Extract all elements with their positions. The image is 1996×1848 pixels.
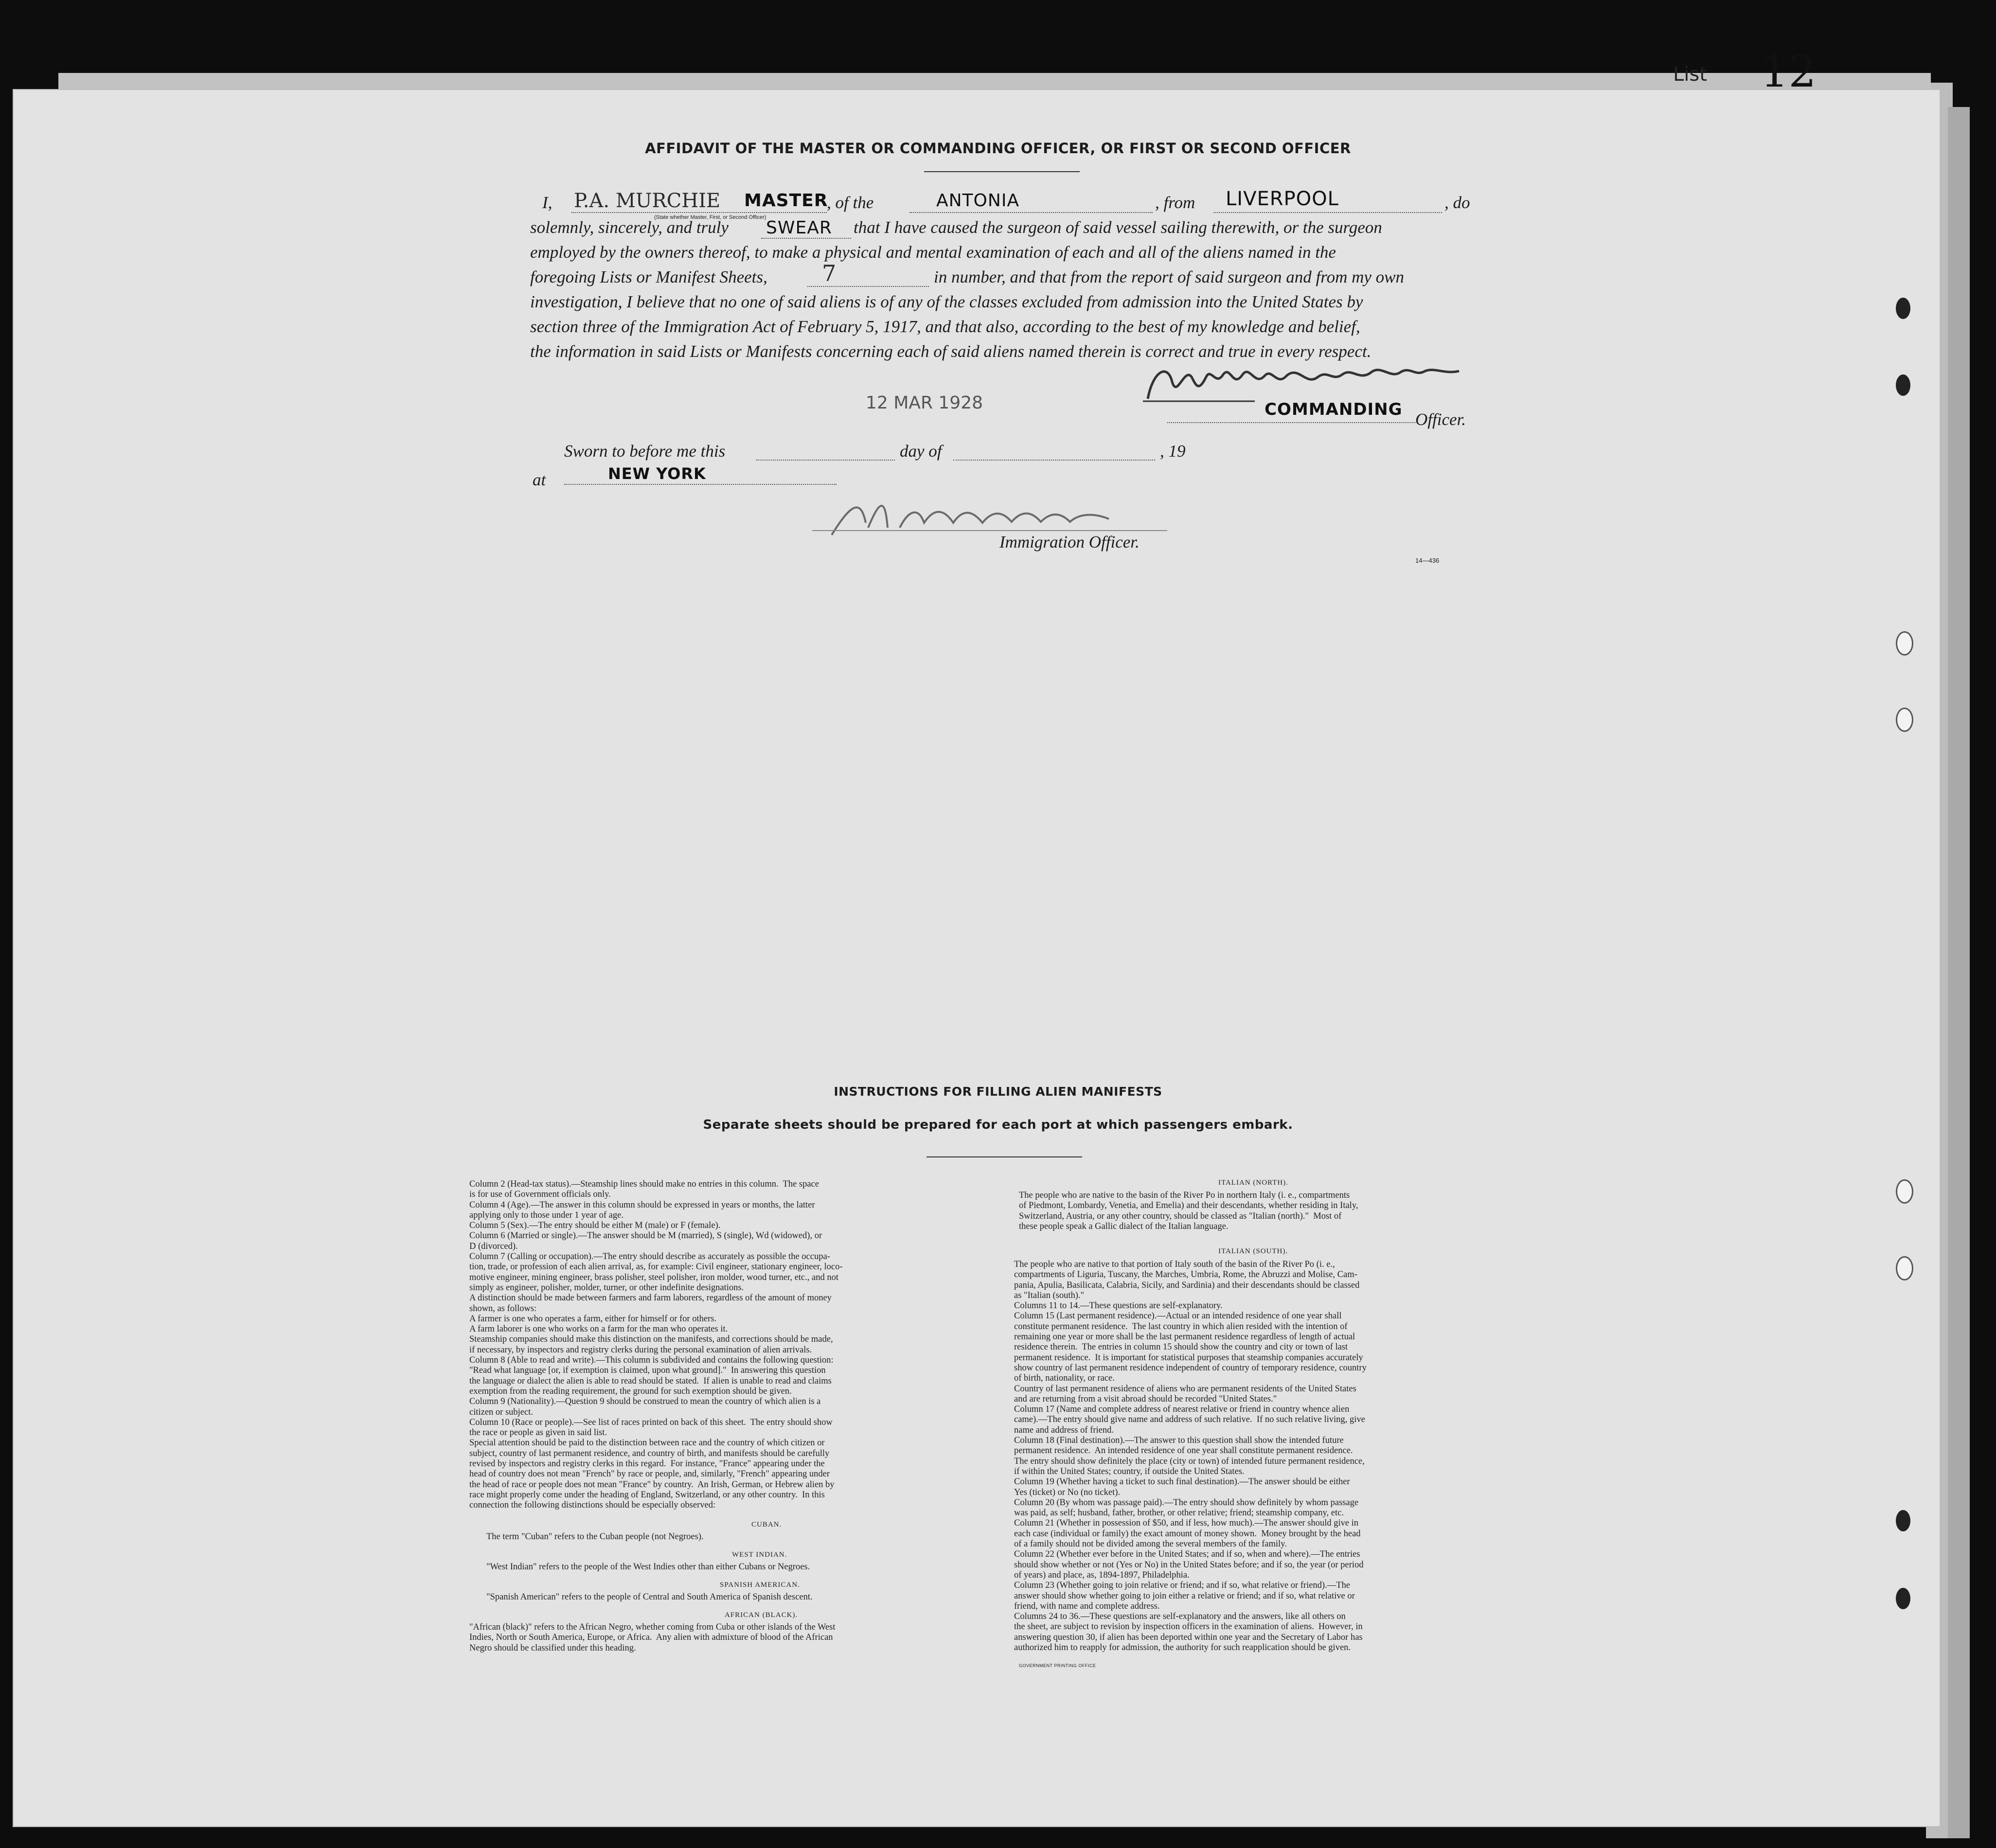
binder-hole (1896, 708, 1913, 732)
sheet-edge (1948, 107, 1970, 1838)
binder-hole (1896, 298, 1910, 319)
spanish-american-text: "Spanish American" refers to the people of Central and South America of Spanish descent. (486, 1592, 813, 1602)
of-the-label: , of the (827, 193, 874, 212)
year-label: , 19 (1160, 442, 1186, 461)
master-name: P.A. MURCHIE (574, 190, 721, 212)
affidavit-line-5: investigation, I believe that no one of said aliens is of any of the classes excluded from admission into the United States by (530, 292, 1363, 311)
instructions-subtitle: Separate sheets should be prepared for each port at which passengers embark. (703, 1118, 1293, 1132)
binder-hole (1896, 1256, 1913, 1280)
african-text: "African (black)" refers to the African Negro, whether coming from Cuba or other islands of the West Indies, North or South America, Europe, or Africa. Any alien with admixture of blood of the African Negro should be classified under this heading. (469, 1622, 836, 1653)
officer-label: Officer. (1415, 410, 1466, 429)
from-label: , from (1155, 193, 1195, 212)
affidavit-line-6: section three of the Immigration Act of February 5, 1917, and that also, according to the best of my knowledge and belief, (530, 317, 1360, 336)
affidavit-line-4b: in number, and that from the report of said surgeon and from my own (934, 267, 1405, 286)
cuban-heading: CUBAN. (751, 1521, 782, 1528)
italian-south-heading: ITALIAN (SOUTH). (1218, 1247, 1288, 1255)
count-line (807, 286, 929, 287)
immigration-officer-label: Immigration Officer. (999, 533, 1140, 551)
binder-hole (1896, 631, 1913, 656)
binder-hole (1896, 1588, 1910, 1609)
name-line (571, 212, 827, 213)
title-rule (924, 171, 1080, 172)
italian-north-text: The people who are native to the basin of the River Po in northern Italy (i. e., compartments of Piedmont, Lombardy, Venetia, and Emelia) and their descendants, whether residing in Italy, Switzerland, Austria, or any other country, should be classed as "Italian (north)." Most of these people speak a Gallic dialect of the Italian language. (1019, 1191, 1358, 1231)
sworn-day-line (756, 460, 895, 461)
italian-south-text: The people who are native to that portion of Italy south of the basin of the River Po (i. e., compartments of Liguria, Tuscany, the Marches, Umbria, Rome, the Abruzzi and Molise, Cam- pania, Apulia, Basilicata, Calabria, Sicily, and Sardinia) and their descendants should be classed as "Italian (south)." Columns 11 to 14.—These questions are self-explanatory. Column 15 (Last permanent residence).—Actual or an intended residence of one year shall constitute permanent residence. The last country in which alien resided with the intention of remaining one year or more shall be the last permanent residence regardless of length of actual residence therein. The entries in column 15 should show the country and city or town of last permanent residence. It is important for statistical purposes that steamship companies accurately show country of last permanent residence independent of country of temporary residence, country of birth, nationality, or race. Country of last permanent residence of aliens who are permanent residents of the United States and are returning from a visit abroad should be recorded "United States." Column 17 (Name and complete address of nearest relative or friend in country whence alien came).—The entry should give name and address of such relative. If no such relative living, give name and address of friend. Column 18 (Final destination).—The answer to this question shall show the intended future permanent residence. An intended residence of one year shall constitute permanent residence. The entry should show definitely the place (city or town) of intended future permanent residence, if within the United States; country, if outside the United States. Column 19 (Whether having a ticket to such final destination).—The answer should be either Yes (ticket) or No (no ticket). Column 20 (By whom was passage paid).—The entry should show definitely by whom passage was paid, as self; husband, father, brother, or other relative; friend; steamship company, etc. Column 21 (Whether in possession of $50, and if less, how much).—The answer should give in each case (individual or family) the exact amount of money shown. Money brought by the head of a family should not be divided among the several members of the family. Column 22 (Whether ever before in the United States; and if so, when and where).—The entries should show whether or not (Yes or No) in the United States before; and if so, the year (or period of years) and place, as, 1894-1897, Philadelphia. Column 23 (Whether going to join relative or friend; and if so, what relative or friend).—The answer should show whether going to join either a relative or friend; and if so, what relative or friend, with name and complete address. Columns 24 to 36.—These questions are self-explanatory and the answers, like all others on the sheet, are subject to revision by inspection officers in the examination of aliens. However, in answering question 30, if alien has been deported within one year and the Secretary of Labor has authorized him to reapply for admission, the authority for such reapplication should be given. (1014, 1260, 1367, 1653)
oath-line (761, 238, 851, 239)
port-line (1213, 212, 1442, 213)
italian-north-heading: ITALIAN (NORTH). (1218, 1179, 1288, 1187)
oath-word: SWEAR (766, 218, 832, 238)
west-indian-heading: WEST INDIAN. (732, 1551, 787, 1559)
form-number: 14—436 (1415, 557, 1440, 564)
affidavit-line-3: employed by the owners thereof, to make a physical and mental examination of each and all of the aliens named in the (530, 243, 1336, 262)
place-line (564, 484, 837, 485)
officer-rank: COMMANDING (1265, 400, 1403, 419)
spanish-american-heading: SPANISH AMERICAN. (720, 1581, 800, 1589)
affidavit-line-7: the information in said Lists or Manifests concerning each of said aliens named therein is correct and true in every respect. (530, 342, 1372, 361)
african-heading: AFRICAN (BLACK). (725, 1611, 798, 1619)
day-of-label: day of (900, 442, 942, 461)
instructions-rule (927, 1156, 1082, 1157)
master-rank: MASTER (744, 191, 828, 211)
affidavit-title: AFFIDAVIT OF THE MASTER OR COMMANDING OFFICER, OR FIRST OR SECOND OFFICER (645, 140, 1351, 157)
do-label: , do (1444, 193, 1470, 212)
affidavit-line-4a: foregoing Lists or Manifest Sheets, (530, 267, 767, 286)
officer-line (1167, 422, 1415, 423)
sworn-month-line (953, 460, 1155, 461)
sworn-label: Sworn to before me this (564, 442, 726, 461)
vessel-name: ANTONIA (936, 191, 1020, 211)
affidavit-line-2b: that I have caused the surgeon of said vessel sailing therewith, or the surgeon (854, 218, 1382, 237)
date-stamp: 12 MAR 1928 (866, 393, 983, 413)
printer-imprint: GOVERNMENT PRINTING OFFICE (1019, 1663, 1096, 1668)
list-number: 12 (1761, 46, 1817, 97)
instructions-left-column: Column 2 (Head-tax status).—Steamship lines should make no entries in this column. The space is for use of Government officials only. Column 4 (Age).—The answer in this column should be expressed in years or months, the latter applying only to those under 1 year of age. Column 5 (Sex).—The entry should be either M (male) or F (female). Column 6 (Married or single).—The answer should be M (married), S (single), Wd (widowed), or D (divorced). Column 7 (Calling or occupation).—The entry should describe as accurately as possible the occupa- tion, trade, or profession of each alien arrival, as, for example: Civil engineer, stationary engineer, loco- motive engineer, mining engineer, brass polisher, steel polisher, iron molder, wood turner, etc., and not simply as engineer, polisher, molder, turner, or other indefinite designations. A distinction should be made between farmers and farm laborers, regardless of the amount of money shown, as follows: A farmer is one who operates a farm, either for himself or for others. A farm laborer is one who works on a farm for the man who operates it. Steamship companies should make this distinction on the manifests, and corrections should be made, if necessary, by inspectors and registry clerks during the personal examination of alien arrivals. Column 8 (Able to read and write).—This column is subdivided and contains the following question: "Read what language [or, if exemption is claimed, upon what ground]." In answering this question the language or dialect the alien is able to read should be stated. If alien is unable to read and claims exemption from the reading requirement, the ground for such exemption should be given. Column 9 (Nationality).—Question 9 should be construed to mean the country of which alien is a citizen or subject. Column 10 (Race or people).—See list of races printed on back of this sheet. The entry should show the race or people as given in said list. Special attention should be paid to the distinction between race and the country of which citizen or subject, country of last permanent residence, and country of birth, and manifests should be carefully revised by inspectors and registry clerks in this regard. For instance, "France" appearing under the head of country does not mean "French" by race or people, and, similarly, "French" appearing under the head of race or people does not mean "France" by country. An Irish, German, or Hebrew alien by race might properly come under the heading of England, Switzerland, or any other country. In this connection the following distinctions should be especially observed: (469, 1179, 843, 1510)
cuban-text: The term "Cuban" refers to the Cuban people (not Negroes). (486, 1532, 704, 1542)
list-label: List (1673, 63, 1707, 86)
binder-hole (1896, 1179, 1913, 1204)
rank-note: (State whether Master, First, or Second Officer) (654, 214, 766, 220)
sheet-count: 7 (822, 260, 837, 286)
affidavit-line-2a: solemnly, sincerely, and truly (530, 218, 729, 237)
affidavit-i: I, (542, 193, 552, 212)
sheet-edge (58, 73, 1931, 92)
port-name: LIVERPOOL (1226, 188, 1339, 210)
instructions-title: INSTRUCTIONS FOR FILLING ALIEN MANIFESTS (834, 1084, 1162, 1099)
vessel-line (909, 212, 1153, 213)
west-indian-text: "West Indian" refers to the people of the West Indies other than either Cubans or Negroes. (486, 1562, 810, 1572)
sworn-place: NEW YORK (608, 464, 706, 483)
binder-hole (1896, 1510, 1910, 1531)
at-label: at (533, 470, 546, 489)
binder-hole (1896, 374, 1910, 396)
master-signature (1138, 353, 1479, 406)
